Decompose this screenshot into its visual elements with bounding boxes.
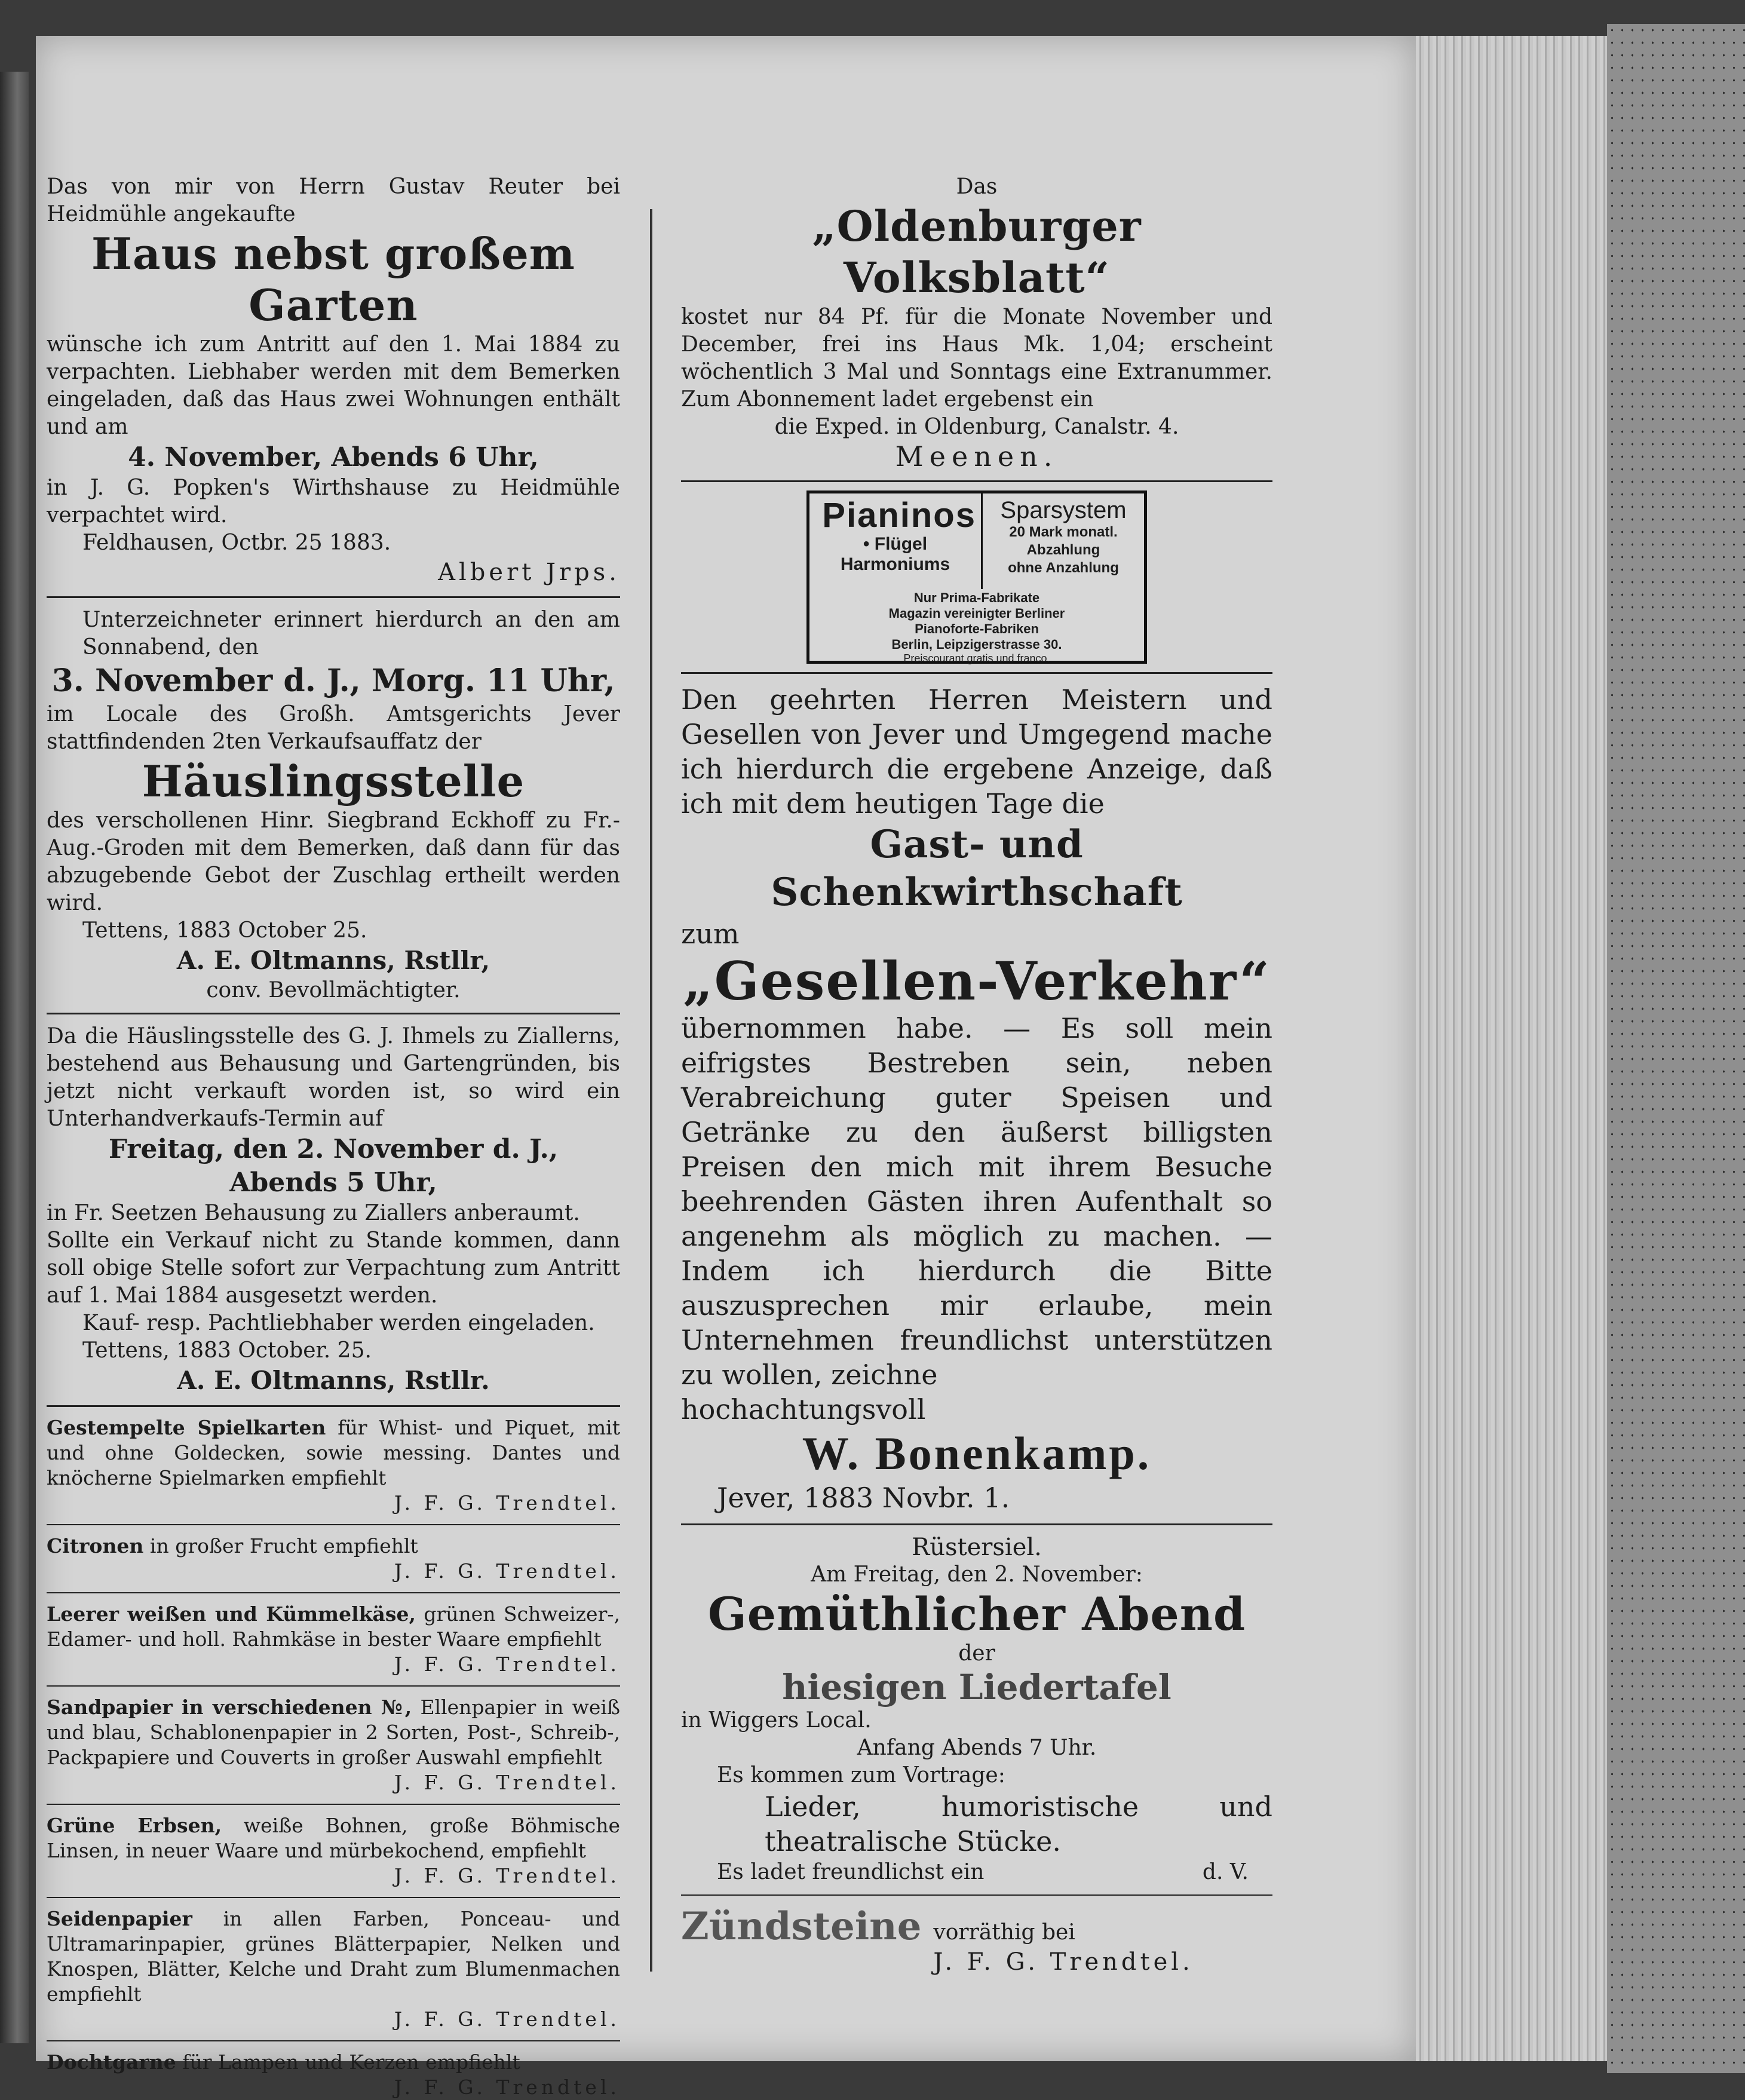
ad-text: in großer Frucht empfiehlt xyxy=(149,1534,418,1558)
ad-haus-garten xyxy=(47,173,620,588)
ad-body-2: Sollte ein Verkauf nicht zu Stande kommen, dann soll obige Stelle sofort zur Verpachtung zum Antritt auf 1. Mai 1884 ausgesetzt werden. xyxy=(47,1228,620,1308)
ad-body-3: Kauf- resp. Pachtliebhaber werden eingeladen. xyxy=(82,1311,595,1335)
ad-lead: Citronen xyxy=(47,1534,144,1558)
ad-signature: J. F. G. Trendtel. xyxy=(394,1491,620,1515)
ad-zum: zum xyxy=(681,918,740,950)
divider xyxy=(47,2040,620,2041)
ad-zuendsteine xyxy=(681,1904,1272,1978)
ad-invite: Es ladet freundlichst ein xyxy=(717,1860,985,1884)
piano-footer-line: Magazin vereinigter Berliner xyxy=(888,606,1065,621)
ad-dateline: Tettens, 1883 October. 25. xyxy=(82,1338,372,1363)
trendtel-ad-2 xyxy=(47,1534,620,1584)
ad-place: Rüstersiel. xyxy=(912,1534,1042,1561)
ad-date-line-1: Freitag, den 2. November d. J., xyxy=(108,1134,559,1164)
trendtel-ad-1 xyxy=(47,1415,620,1516)
divider xyxy=(47,596,620,598)
ad-der: der xyxy=(958,1641,995,1666)
left-column xyxy=(47,173,620,2100)
ad-dateline: Jever, 1883 Novbr. 1. xyxy=(717,1482,1010,1514)
trendtel-ad-3 xyxy=(47,1602,620,1677)
ad-ihmels xyxy=(47,1023,620,1397)
ad-signature: J. F. G. Trendtel. xyxy=(394,1864,620,1887)
ad-pianinos xyxy=(806,490,1147,664)
ad-headline: Zündsteine xyxy=(681,1904,922,1949)
ad-intro: Das von mir von Herrn Gustav Reuter bei Heidmühle angekaufte xyxy=(47,174,620,226)
ad-lead: Leerer weißen und Kümmelkäse, xyxy=(47,1602,416,1626)
ad-intro: Unterzeichneter erinnert hierdurch an den am Sonnabend, den xyxy=(82,608,620,660)
piano-system-line: 20 Mark monatl. xyxy=(1009,524,1118,540)
column-rule xyxy=(650,209,652,1972)
ad-body: kostet nur 84 Pf. für die Monate November und December, frei ins Haus Mk. 1,04; erscheint wöchentlich 3 Mal und Sonntags eine Extranummer. Zum Abonnement ladet ergebenst ein xyxy=(681,305,1272,412)
ad-headline: Häuslingsstelle xyxy=(142,756,525,807)
ad-headline: Gemüthlicher Abend xyxy=(707,1587,1246,1641)
trendtel-ad-5 xyxy=(47,1813,620,1889)
piano-left-panel xyxy=(809,493,983,589)
divider xyxy=(47,1405,620,1407)
divider xyxy=(47,1804,620,1805)
piano-system-line: ohne Anzahlung xyxy=(1008,560,1119,576)
ad-location: in Wiggers Local. xyxy=(681,1708,872,1733)
ad-date: Am Freitag, den 2. November: xyxy=(811,1562,1143,1587)
ad-signed: d. V. xyxy=(1202,1860,1249,1884)
piano-system-line: Abzahlung xyxy=(1026,542,1100,558)
ad-dateline: Tettens, 1883 October 25. xyxy=(82,918,367,943)
divider xyxy=(47,1685,620,1687)
page-stack-edge xyxy=(1416,36,1613,2061)
piano-title: Pianinos xyxy=(822,496,976,535)
piano-footer-line: Berlin, Leipzigerstrasse 30. xyxy=(891,637,1062,652)
ad-closing: hochachtungsvoll xyxy=(681,1393,926,1425)
ad-signature: J. F. G. Trendtel. xyxy=(394,1559,620,1583)
ad-program-intro: Es kommen zum Vortrage: xyxy=(717,1763,1005,1788)
ad-start: Anfang Abends 7 Uhr. xyxy=(857,1736,1097,1760)
ad-body: übernommen habe. — Es soll mein eifrigstes Bestreben sein, neben Verabreichung guter Speisen und Getränke zu den äußerst billigsten Preisen den mich mit ihrem Besuche beehrenden Gästen ihren Aufenthalt so angenehm als möglich zu machen. — Indem ich hierdurch die Bitte auszusprechen mir erlaube, mein Unternehmen freundlichst unterstützen zu wollen, zeichne xyxy=(681,1012,1272,1391)
ad-body: in Fr. Seetzen Behausung zu Ziallers anberaumt. xyxy=(47,1201,580,1225)
ad-name: „Gesellen-Verkehr“ xyxy=(683,950,1271,1012)
divider xyxy=(681,1894,1272,1896)
divider xyxy=(681,480,1272,482)
ad-body: im Locale des Großh. Amtsgerichts Jever stattfindenden 2ten Verkaufsauffatz der xyxy=(47,702,620,754)
piano-system-title: Sparsystem xyxy=(1000,497,1127,523)
ad-lead: Grüne Erbsen, xyxy=(47,1814,222,1837)
piano-footer-line: Preiscourant gratis und franco. xyxy=(903,652,1050,664)
ad-signature: J. F. G. Trendtel. xyxy=(394,2007,620,2031)
ad-body-2: des verschollenen Hinr. Siegbrand Eckhoff zu Fr.-Aug.-Groden mit dem Bemerken, daß dann für das abzugebende Gebot der Zuschlag ertheilt werden wird. xyxy=(47,808,620,915)
ad-lead: Seidenpapier xyxy=(47,1907,192,1930)
ad-text: weiße Bohnen, große Böhmische Linsen, in neuer Waare und mürbekochend, empfiehlt xyxy=(47,1814,620,1862)
ad-signature: J. F. G. Trendtel. xyxy=(394,2076,620,2099)
ad-headline: Gast- und Schenkwirthschaft xyxy=(771,822,1183,915)
trendtel-ad-4 xyxy=(47,1695,620,1795)
divider xyxy=(47,1592,620,1593)
ad-text: Ellenpapier in weiß und blau, Schablonenpapier in 2 Sorten, Post-, Schreib-, Packpapiere und Couverts in großer Auswahl empfiehlt xyxy=(47,1696,620,1769)
ad-signature: J. F. G. Trendtel. xyxy=(933,1948,1194,1976)
ad-lead: Dochtgarne xyxy=(47,2050,176,2074)
piano-item: Harmoniums xyxy=(840,554,950,574)
ad-date-line: 3. November d. J., Morg. 11 Uhr, xyxy=(51,663,615,699)
piano-footer xyxy=(809,589,1144,666)
ad-signature: J. F. G. Trendtel. xyxy=(394,1771,620,1794)
ad-headline: „Oldenburger Volksblatt“ xyxy=(812,201,1142,302)
piano-right-panel xyxy=(983,493,1144,589)
divider xyxy=(47,1013,620,1014)
right-column xyxy=(681,173,1272,1978)
ad-lead: Sandpapier in verschiedenen №, xyxy=(47,1696,412,1719)
ad-lead: Gestempelte Spielkarten xyxy=(47,1416,326,1439)
ad-body: wünsche ich zum Antritt auf den 1. Mai 1884 zu verpachten. Liebhaber werden mit dem Bemerken eingeladen, daß das Haus zwei Wohnungen enthält und am xyxy=(47,332,620,439)
ad-date-line-2: Abends 5 Uhr, xyxy=(229,1167,437,1198)
ad-agent: Meenen. xyxy=(895,440,1059,473)
divider xyxy=(681,672,1272,674)
ad-signature: Albert Jrps. xyxy=(438,559,620,586)
ad-program: Lieder, humoristische und theatralische Stücke. xyxy=(765,1791,1272,1857)
ad-intro: Den geehrten Herren Meistern und Gesellen von Jever und Umgegend mache ich hierdurch die ergebene Anzeige, daß ich mit dem heutigen Tage die xyxy=(681,683,1272,820)
ad-signature: J. F. G. Trendtel. xyxy=(394,1653,620,1676)
divider xyxy=(47,1524,620,1525)
ad-org: hiesigen Liedertafel xyxy=(782,1667,1171,1707)
ad-text: für Whist- und Piquet, mit und ohne Goldecken, sowie messing. Dantes und knöcherne Spielmarken empfiehlt xyxy=(47,1416,620,1489)
ad-sender: die Exped. in Oldenburg, Canalstr. 4. xyxy=(774,415,1179,439)
piano-item: • Flügel xyxy=(863,534,928,554)
book-edge-left xyxy=(0,72,29,2043)
ad-headline: Haus nebst großem Garten xyxy=(91,228,575,330)
ad-pre: Das xyxy=(956,174,998,199)
ad-liedertafel xyxy=(681,1534,1272,1886)
ad-volksblatt xyxy=(681,173,1272,472)
ad-bonenkamp xyxy=(681,682,1272,1515)
trendtel-ad-6 xyxy=(47,1906,620,2032)
ad-date-line: 4. November, Abends 6 Uhr, xyxy=(128,442,539,473)
ad-dateline: Feldhausen, Octbr. 25 1883. xyxy=(82,531,391,555)
ad-text: für Lampen und Kerzen empfiehlt xyxy=(182,2050,520,2074)
trendtel-ad-7 xyxy=(47,2050,620,2100)
divider xyxy=(47,1897,620,1898)
ad-intro: Da die Häuslingsstelle des G. J. Ihmels zu Ziallerns, bestehend aus Behausung und Gartengründen, bis jetzt nicht verkauft worden ist, so wird ein Unterhandverkaufs-Termin auf xyxy=(47,1024,620,1131)
ad-invite-row xyxy=(681,1859,1272,1886)
piano-footer-line: Nur Prima-Fabrikate xyxy=(913,590,1040,605)
ad-place: in J. G. Popken's Wirthshause zu Heidmühle verpachtet wird. xyxy=(47,476,620,528)
ad-haeuslingsstelle xyxy=(47,606,620,1004)
book-cover-right xyxy=(1607,24,1745,2073)
ad-signature-sub: conv. Bevollmächtigter. xyxy=(206,978,461,1003)
ad-signature: W. Bonenkamp. xyxy=(802,1427,1152,1479)
ad-text: in allen Farben, Ponceau- und Ultramarinpapier, grünes Blätterpapier, Nelken und Knospen, Blätter, Kelche und Draht zum Blumenmachen empfiehlt xyxy=(47,1907,621,2006)
ad-text: grünen Schweizer-, Edamer- und holl. Rahmkäse in bester Waare empfiehlt xyxy=(47,1602,620,1651)
ad-signature: A. E. Oltmanns, Rstllr. xyxy=(177,1366,490,1395)
ad-text: vorräthig bei xyxy=(933,1920,1075,1945)
piano-footer-line: Pianoforte-Fabriken xyxy=(915,621,1039,636)
divider xyxy=(681,1523,1272,1525)
ad-signature: A. E. Oltmanns, Rstllr, xyxy=(176,946,490,975)
